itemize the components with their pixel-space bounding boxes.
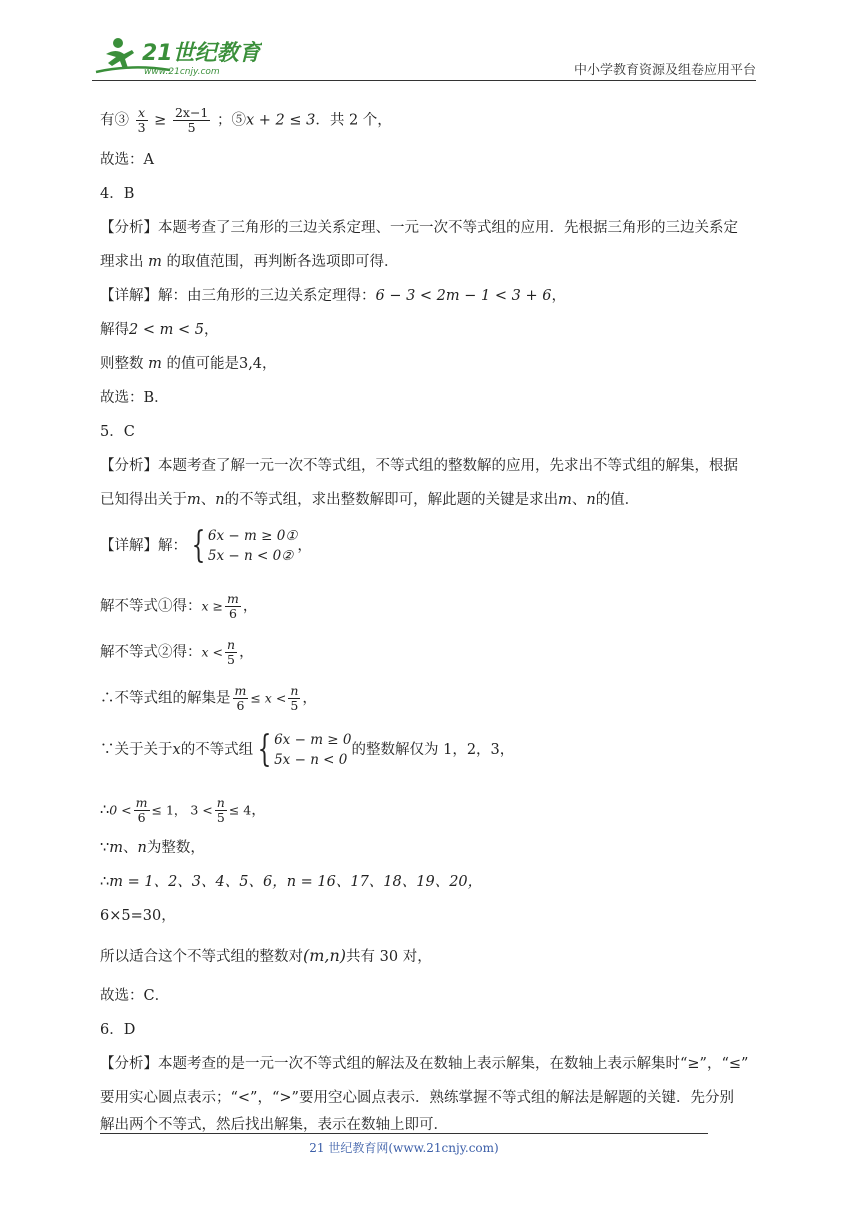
q5-integer-solutions: ∵关于关于x的不等式组 { 6x − m ≥ 0 5x − n < 0 的整数解仅为 1，2，3， [100, 729, 515, 770]
q5-analysis-line-2: 已知得出关于m、n的不等式组，求出整数解即可，解此题的关键是求出m、n的值． [100, 492, 640, 508]
logo-url: www.21cnjy.com [144, 67, 220, 77]
question-4-answer: 4．B [100, 186, 135, 202]
header-platform-text: 中小学教育资源及组卷应用平台 [573, 63, 756, 78]
q5-conclusion: 所以适合这个不等式组的整数对(m,n)共有 30 对， [100, 946, 432, 965]
q6-analysis-line-2: 要用实心圆点表示；“<”，“>”要用空心圆点表示．熟练掌握不等式组的解法是解题的关键．先分别 [100, 1090, 734, 1106]
q5-integers-note: ∵m、n为整数， [100, 840, 205, 856]
q4-detail-line-1: 【详解】解：由三角形的三边关系定理得：6 − 3 < 2m − 1 < 3 + 6， [100, 288, 566, 304]
line-1: 有③ $\frac{x}{3}$ ≥ $\frac{2x-1}{5}$ ；⑤x + 2 ≤ 3．共 2 个， [100, 105, 392, 135]
question-5-answer: 5．C [100, 424, 135, 440]
q5-values: ∴m = 1、2、3、4、5、6，n = 16、17、18、19、20， [100, 874, 483, 890]
q5-choice: 故选：C． [100, 988, 170, 1004]
footer-divider [100, 1133, 708, 1134]
q5-range: ∴0 < $\frac{m}{6}$ ≤ 1， 3 < $\frac{n}{5}$ ≤ 4， [100, 795, 266, 825]
q5-solve-1: 解不等式①得：x ≥ $\frac{m}{6}$ ， [100, 591, 258, 621]
q5-detail-system: 【详解】解： { 6x − m ≥ 0① 5x − n < 0② ， [100, 525, 312, 566]
q5-solution-set: ∴不等式组的解集是 $\frac{m}{6}$ ≤ x < $\frac{n}{5}$ ， [100, 683, 317, 713]
site-logo [92, 34, 262, 80]
q4-analysis-line-1: 【分析】本题考查了三角形的三边关系定理、一元一次不等式组的应用．先根据三角形的三边关系定 [100, 220, 738, 236]
logo-text: 21世纪教育 [142, 41, 261, 66]
q4-detail-line-2: 解得2 < m < 5， [100, 322, 219, 338]
q4-analysis-line-2: 理求出 m 的取值范围，再判断各选项即可得． [100, 254, 399, 270]
question-6-answer: 6．D [100, 1022, 136, 1038]
q5-solve-2: 解不等式②得：x < $\frac{n}{5}$ ， [100, 637, 254, 667]
q4-choice: 故选：B． [100, 390, 169, 406]
q6-analysis-line-3: 解出两个不等式，然后找出解集，表示在数轴上即可． [100, 1117, 448, 1133]
q6-analysis-line-1: 【分析】本题考查的是一元一次不等式组的解法及在数轴上表示解集，在数轴上表示解集时“≥”，“≤” [100, 1056, 749, 1072]
q5-analysis-line-1: 【分析】本题考查了解一元一次不等式组，不等式组的整数解的应用，先求出不等式组的解集，根据 [100, 458, 738, 474]
header-divider [92, 80, 756, 81]
q5-product: 6×5=30， [100, 908, 176, 924]
q4-detail-line-3: 则整数 m 的值可能是3,4， [100, 356, 277, 372]
footer-link[interactable]: 21 世纪教育网(www.21cnjy.com) [309, 1141, 499, 1155]
line-2: 故选：A [100, 152, 154, 168]
